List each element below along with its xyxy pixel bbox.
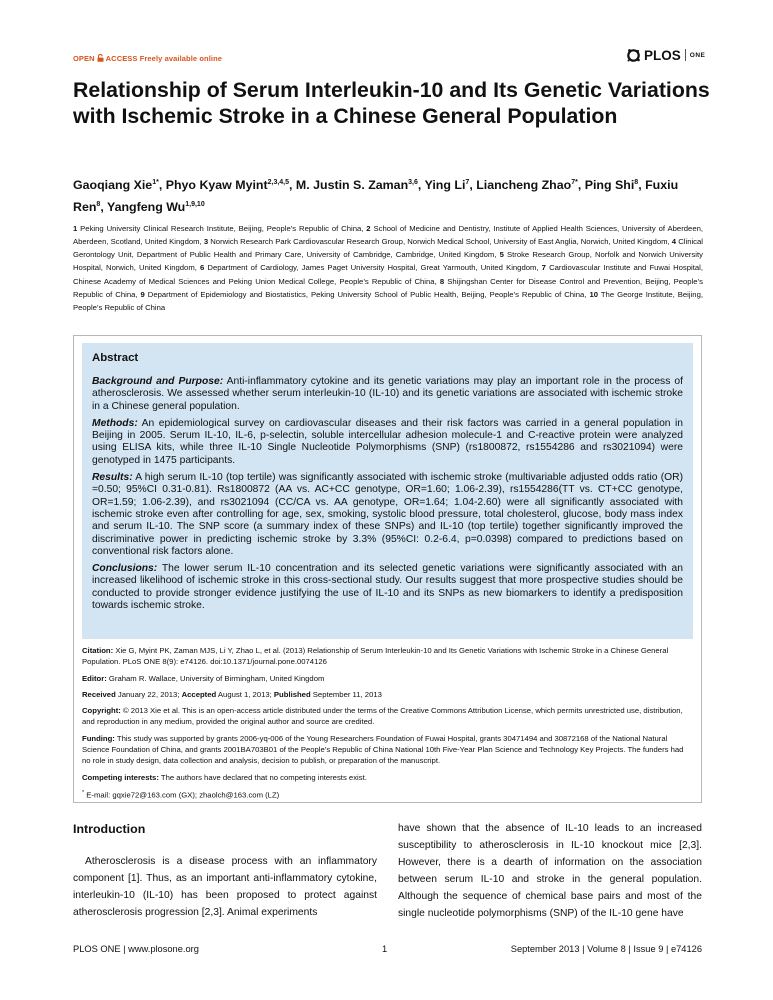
abstract-section-text: Anti-inflammatory cytokine and its genetic variations may play an important role in the process of atherosclerosis. We assessed whether serum interleukin-10 (IL-10) and its genetic variations are associated with ischemic stroke in a Chinese general population.: [92, 376, 683, 412]
footer-page-number: 1: [382, 944, 388, 954]
affiliation-text: Norwich Research Park Cardiovascular Research Group, Norwich Medical School, University of East Anglia, Norwich, United Kingdom,: [208, 237, 672, 247]
author-affiliation-marker: 3,6: [408, 179, 418, 186]
author-name: Ying Li: [424, 178, 466, 193]
abstract-section-label: Conclusions:: [92, 563, 158, 575]
author-affiliation-marker: 1*: [152, 179, 159, 186]
plos-logo-icon: [626, 48, 641, 63]
affiliations: [73, 222, 703, 314]
article-metadata: [82, 645, 693, 806]
affiliation-number: 6: [200, 263, 205, 273]
competing-interests: Competing interests: The authors have declared that no competing interests exist.: [82, 772, 367, 782]
affiliation-text: Department of Epidemiology and Biostatistics, Peking University School of Public Health, Beijing, People’s Republic of China,: [144, 289, 590, 299]
abstract-section: [92, 472, 683, 558]
corresponding-email: * E-mail: gqxie72@163.com (GX); zhaolch@163.com (LZ): [82, 789, 280, 800]
affiliation-number: 10: [589, 289, 599, 299]
abstract-section: [92, 418, 683, 467]
affiliation-number: 1: [73, 224, 78, 233]
affiliation-text: The George Institute, Beijing, People’s Republic of China: [73, 289, 703, 312]
abstract-section-text: A high serum IL-10 (top tertile) was significantly associated with ischemic stroke (multivariable adjusted odds ratio (OR) =0.50; 95%CI 0.31-0.81). Rs1800872 (AA vs. AC+CC genotype, OR=1.60; 1.06-2.39), rs1554286(TT vs. CT+CC genotype, OR=1.59; 1.06-2.39), and rs3021094 (CC/CA vs. AA genotype, OR=1.64; 1.04-2.60) were all significantly associated with ischemic stroke even after controlling for age, sex, smoking, systolic blood pressure, total cholesterol, glucose, body mass index and serum IL-10. The SNP score (a summary index of these SNPs) and IL-10 (top tertile) together significantly improved the discriminative power in predicting ischemic stroke by 3.3% (95%CI: 0.2-6.4, p=0.0398) compared to predictions based on conventional risk factors alone.: [92, 472, 683, 557]
affiliation-text: Shijingshan Center for Disease Control and Prevention, Beijing, People’s Republic of China,: [73, 276, 703, 299]
one-wordmark: ONE: [689, 51, 706, 59]
affiliation-number: 2: [366, 224, 371, 233]
abstract-section-text: An epidemiological survey on cardiovascular diseases and their risk factors was carried in a general population in Beijing in 2005. Serum IL-10, IL-6, p-selectin, soluble intercellular adhesion molecule-1 and C-reactive protein were analyzed using ELISA kits, while three IL-10 Single Nucleotide Polymorphisms (SNP) (rs1800872, rs1554286 and rs3021094) were genotyped in 1475 participants.: [92, 417, 683, 466]
author-name: Fuxiu Ren: [73, 178, 679, 215]
abstract-section: [92, 376, 683, 413]
footer-issue: September 2013 | Volume 8 | Issue 9 | e74126: [510, 944, 702, 954]
intro-column-1: Atherosclerosis is a disease process with an inflammatory component [1]. Thus, as an important anti-inflammatory cytokine, interleukin-10 (IL-10) has been proposed to protect against atherosclerosis progression [2,3]. Animal experiments: [73, 856, 377, 919]
affiliation-number: 5: [499, 250, 504, 260]
author-affiliation-marker: 8: [96, 201, 101, 209]
editor: Editor: Graham R. Wallace, University of Birmingham, United Kingdom: [82, 673, 325, 683]
abstract-box: [82, 343, 693, 639]
citation: Citation: Xie G, Myint PK, Zaman MJS, Li Y, Zhao L, et al. (2013) Relationship of Serum Interleukin-10 and Its Genetic Variations with Ischemic Stroke in a Chinese General Population. PLoS ONE 8(9): e74126. doi:10.1371/journal.pone.0074126: [82, 646, 669, 667]
affiliation-number: 8: [439, 276, 445, 286]
author-affiliation-marker: 8: [634, 179, 639, 186]
dates: Received January 22, 2013; Accepted August 1, 2013; Published September 11, 2013: [82, 689, 382, 699]
affiliation-text: Peking University Clinical Research Institute, Beijing, People’s Republic of China,: [77, 224, 367, 233]
article-title: Relationship of Serum Interleukin-10 and Its Genetic Variations with Ischemic Stroke in a Chinese General Population: [73, 78, 710, 128]
affiliation-text: School of Medicine and Dentistry, Institute of Applied Health Sciences, University of Aberdeen, Aberdeen, Scotland, United Kingdom,: [73, 224, 704, 247]
author-name: Yangfeng Wu: [107, 200, 186, 215]
affiliation-number: 4: [671, 237, 677, 247]
logo-divider: [685, 49, 686, 61]
access-label: ACCESS: [105, 54, 138, 63]
introduction-heading: Introduction: [73, 822, 146, 836]
affiliation-number: 7: [541, 263, 546, 273]
affiliation-text: Stroke Research Group, Norfolk and Norwich University Hospital, Norwich, United Kingdom,: [73, 250, 703, 273]
freely-available-label: Freely available online: [139, 54, 223, 63]
author-affiliation-marker: 7: [465, 179, 470, 186]
abstract-section-label: Methods:: [92, 417, 138, 429]
abstract-heading: Abstract: [92, 352, 139, 364]
copyright: Copyright: © 2013 Xie et al. This is an open-access article distributed under the terms of the Creative Commons Attribution License, which permits unrestricted use, distribution, and reproduction in any medium, provided the original author and source are credited.: [82, 706, 683, 727]
author-name: Phyo Kyaw Myint: [165, 178, 268, 193]
abstract-section-text: The lower serum IL-10 concentration and its selected genetic variations were significantly associated with an increased likelihood of ischemic stroke in this cross-sectional study. Our results suggest that more prospective studies should be conducted to provide stronger evidence justifying the use of IL-10 and its SNPs as new biomarkers to identify a predisposition towards ischemic stroke.: [92, 563, 683, 612]
author-affiliation-marker: 2,3,4,5: [267, 179, 290, 186]
open-label: OPEN: [73, 54, 95, 63]
author-name: Gaoqiang Xie: [73, 178, 153, 193]
footer-journal: PLOS ONE | www.plosone.org: [73, 944, 199, 954]
affiliation-number: 9: [140, 289, 145, 299]
author-affiliation-marker: 1,9,10: [185, 201, 205, 209]
affiliation-text: Clinical Gerontology Unit, Department of Public Health and Primary Care, University of Cambridge, Cambridge, United Kingdom,: [73, 237, 703, 260]
open-access-banner: [73, 54, 222, 63]
author-name: M. Justin S. Zaman: [295, 178, 409, 193]
abstract-section-label: Results:: [92, 472, 133, 484]
affiliation-text: Department of Cardiology, James Paget University Hospital, Great Yarmouth, United Kingdom,: [204, 263, 542, 273]
plos-one-logo: [626, 46, 705, 64]
abstract-sections: [92, 376, 683, 612]
author-affiliation-marker: 7*: [571, 179, 578, 186]
author-list: Gaoqiang Xie$^{1*}$, Phyo Kyaw Myint$^{2,3,4,5}$, M. Justin S. Zaman$^{3,6}$, Ying Li$^7$, Liancheng Zhao$^{7*}$, Ping Shi$^8$, Fuxiu Ren$^8$, Yangfeng Wu$^{1,9,10}$: [73, 178, 679, 215]
affiliation-number: 3: [203, 237, 209, 247]
funding: Funding: This study was supported by grants 2006-yq-006 of the Young Researchers Foundation of Fuwai Hospital, grants 30471494 and 30872168 of the National Natural Science Foundation of China, and grants 2001BA703B01 of the People’s Republic of China National 10th Five-Year Plan Science and Technology Key Projects. The funders had no role in study design, data collection and analysis, decision to publish, or preparation of the manuscript.: [82, 733, 684, 766]
open-lock-icon: [97, 54, 104, 62]
author-name: Ping Shi: [584, 178, 635, 193]
intro-column-2: have shown that the absence of IL-10 leads to an increased susceptibility to atherosclerosis in IL-10 knockout mice [2,3]. However, there is a dearth of information on the association between serum IL-10 and stroke in the general population. Although the sequence of chemical base pairs and most of the single nucleotide polymorphisms (SNP) of the IL-10 gene have: [398, 823, 702, 920]
abstract-section: [92, 563, 683, 612]
abstract-section-label: Background and Purpose:: [92, 376, 224, 387]
affiliation-text: Cardiovascular Institute and Fuwai Hospital, Chinese Academy of Medical Sciences and Peking Union Medical College, People’s Republic of China,: [73, 263, 703, 286]
plos-wordmark: PLOS: [644, 47, 681, 63]
author-name: Liancheng Zhao: [476, 178, 572, 193]
